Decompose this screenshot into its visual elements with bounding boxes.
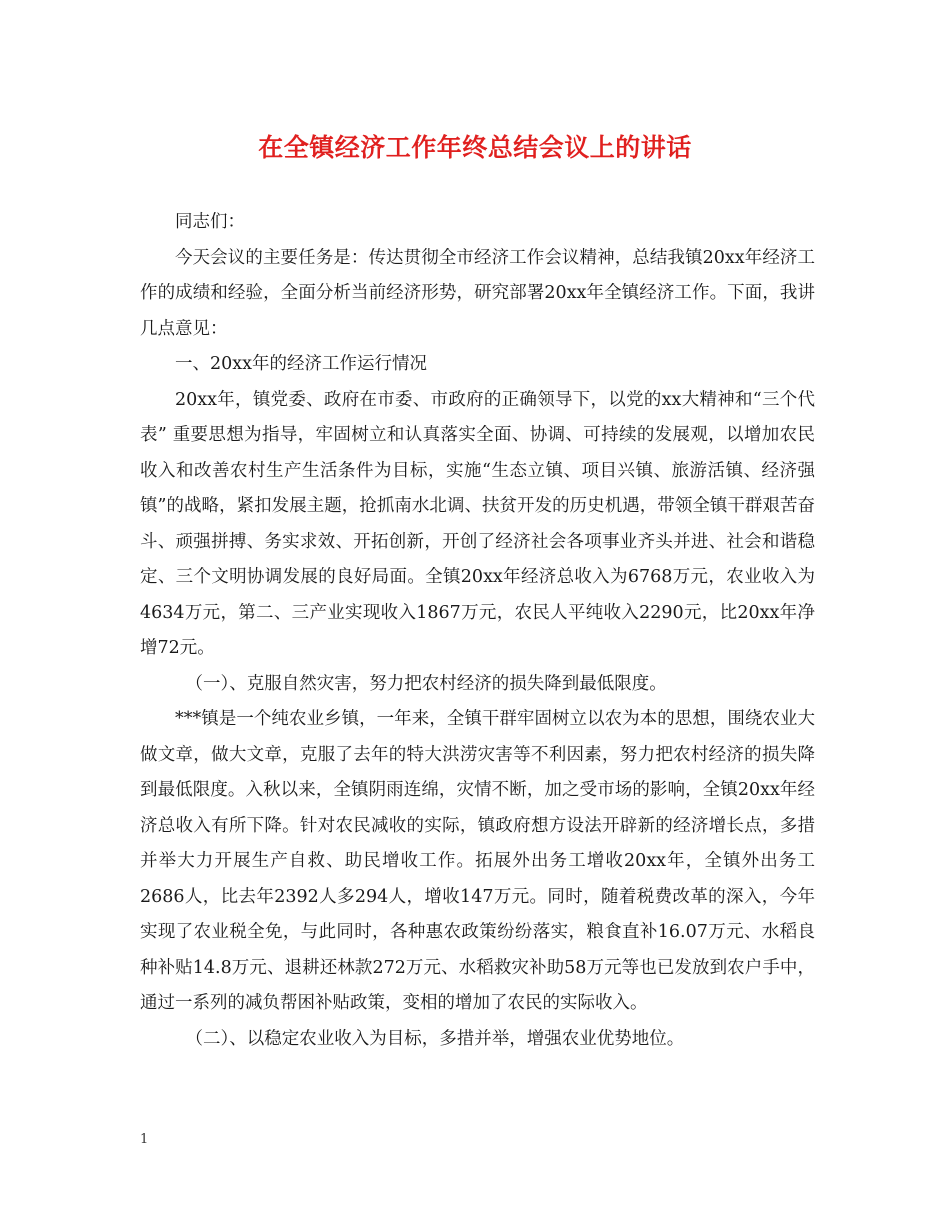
paragraph-overview: 20xx年，镇党委、政府在市委、市政府的正确领导下，以党的xx大精神和“三个代表” 重要思想为指导，牢固树立和认真落实全面、协调、可持续的发展观，以增加农民收入和改善农村生产生活条件为目标，实施“生态立镇、项目兴镇、旅游活镇、经济强镇”的战略，紧扣发展主题，抢抓南水北调、扶贫开发的历史机遇，带领全镇干群艰苦奋斗、顽强拼搏、务实求效、开拓创新，开创了经济社会各项事业齐头并进、社会和谐稳定、三个文明协调发展的良好局面。全镇20xx年经济总收入为6768万元，农业收入为4634万元，第二、三产业实现收入1867万元，农民人平纯收入2290元，比20xx年净增72元。 [140,389,815,658]
subsection-heading-2: （二）、以稳定农业收入为目标，多措并举，增强农业优势地位。 [185,1028,685,1049]
subsection-heading-1: （一）、克服自然灾害，努力把农村经济的损失降到最低限度。 [185,673,667,694]
document-title: 在全镇经济工作年终总结会议上的讲话 [258,133,692,162]
section-heading-1: 一、20xx年的经济工作运行情况 [175,354,428,374]
salutation: 同志们： [175,212,245,232]
paragraph-disaster: ***镇是一个纯农业乡镇，一年来，全镇干群牢固树立以农为本的思想，围绕农业大做文章，做大文章，克服了去年的特大洪涝灾害等不利因素，努力把农村经济的损失降到最低限度。入秋以来，全镇阴雨连绵，灾情不断，加之受市场的影响，全镇20xx年经济总收入有所下降。针对农民减收的实际，镇政府想方设法开辟新的经济增长点，多措并举大力开展生产自救、助民增收工作。拓展外出务工增收20xx年，全镇外出务工2686人，比去年2392人多294人，增收147万元。同时，随着税费改革的深入，今年实现了农业税全免，与此同时，各种惠农政策纷纷落实，粮食直补16.07万元、水稻良种补贴14.8万元、退耕还林款272万元、水稻救灾补助58万元等也已发放到农户手中，通过一系列的减负帮困补贴政策，变相的增加了农民的实际收入。 [140,709,815,1013]
page-number: 1 [140,1132,149,1147]
paragraph-intro: 今天会议的主要任务是：传达贯彻全市经济工作会议精神，总结我镇20xx年经济工作的成绩和经验，全面分析当前经济形势，研究部署20xx年全镇经济工作。下面，我讲几点意见： [140,247,815,339]
document-body [140,205,815,1057]
